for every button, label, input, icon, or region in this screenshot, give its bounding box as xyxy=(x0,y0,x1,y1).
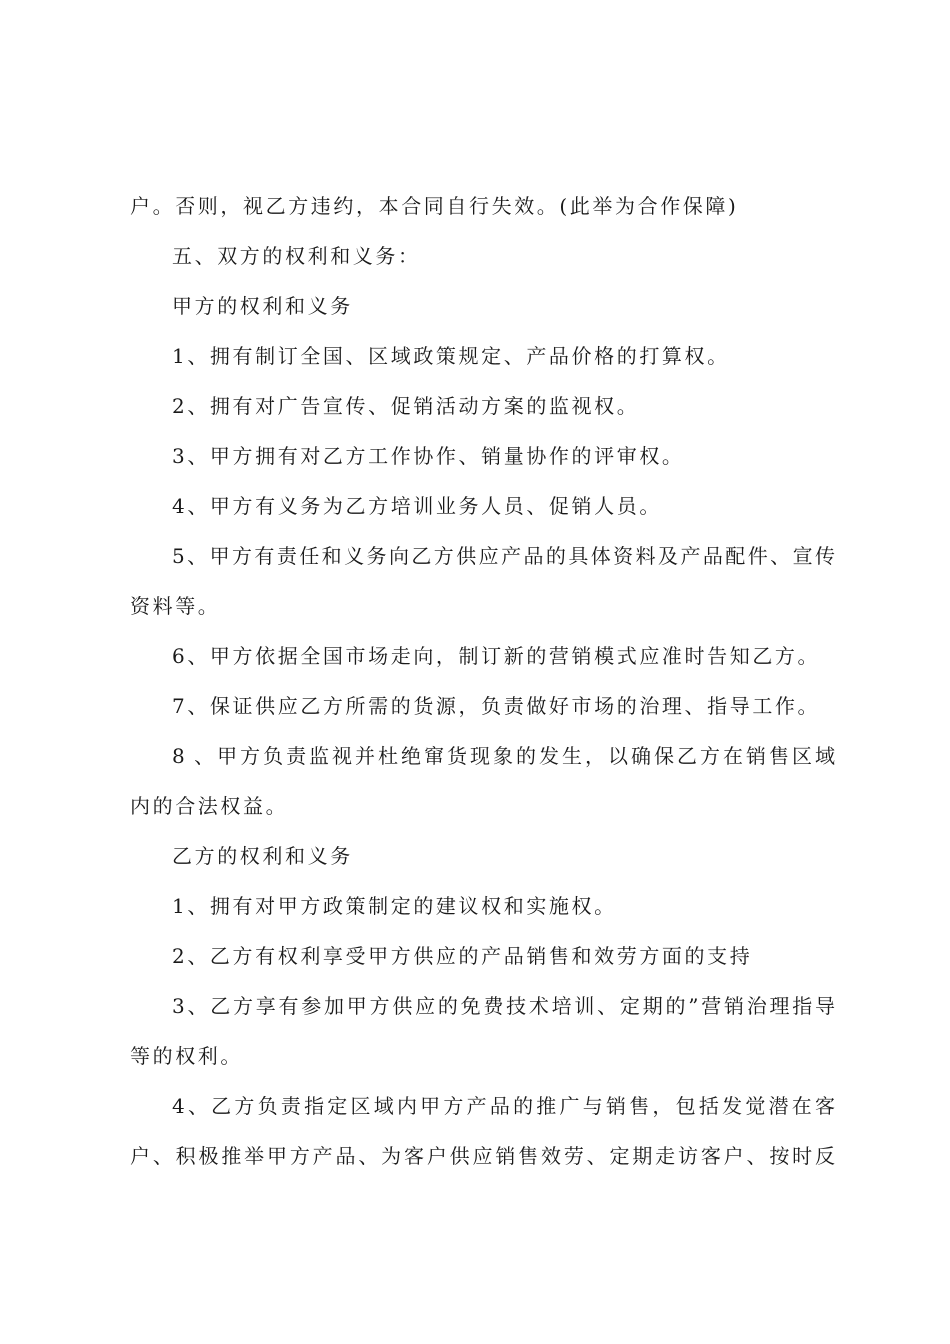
subheading-party-a: 甲方的权利和义务 xyxy=(172,294,353,318)
party-a-item-8-cont: 内的合法权益。 xyxy=(130,794,289,818)
party-b-item-2: 2、乙方有权利享受甲方供应的产品销售和效劳方面的支持 xyxy=(172,944,753,968)
party-a-item-8: 8 、甲方负责监视并杜绝窜货现象的发生，以确保乙方在销售区域 xyxy=(172,744,835,768)
section-heading-rights-obligations: 五、双方的权利和义务： xyxy=(172,244,421,268)
paragraph-line-1: 户。否则，视乙方违约，本合同自行失效。(此举为合作保障) xyxy=(130,194,739,218)
party-b-item-4: 4、乙方负责指定区域内甲方产品的推广与销售，包括发觉潜在客 xyxy=(172,1094,835,1118)
party-a-item-1: 1、拥有制订全国、区域政策规定、产品价格的打算权。 xyxy=(172,344,730,368)
subheading-party-b: 乙方的权利和义务 xyxy=(172,844,353,868)
party-a-item-2: 2、拥有对广告宣传、促销活动方案的监视权。 xyxy=(172,394,640,418)
party-a-item-3: 3、甲方拥有对乙方工作协作、销量协作的评审权。 xyxy=(172,444,685,468)
party-a-item-5-cont: 资料等。 xyxy=(130,594,221,618)
party-a-item-5: 5、甲方有责任和义务向乙方供应产品的具体资料及产品配件、宣传 xyxy=(172,544,835,568)
party-b-item-4-cont: 户、积极推举甲方产品、为客户供应销售效劳、定期走访客户、按时反 xyxy=(130,1144,835,1168)
party-a-item-6: 6、甲方依据全国市场走向，制订新的营销模式应准时告知乙方。 xyxy=(172,644,821,668)
party-b-item-3: 3、乙方享有参加甲方供应的免费技术培训、定期的”营销治理指导 xyxy=(172,994,835,1018)
party-a-item-7: 7、保证供应乙方所需的货源，负责做好市场的治理、指导工作。 xyxy=(172,694,821,718)
party-b-item-3-cont: 等的权利。 xyxy=(130,1044,243,1068)
party-b-item-1: 1、拥有对甲方政策制定的建议权和实施权。 xyxy=(172,894,617,918)
party-a-item-4: 4、甲方有义务为乙方培训业务人员、促销人员。 xyxy=(172,494,662,518)
